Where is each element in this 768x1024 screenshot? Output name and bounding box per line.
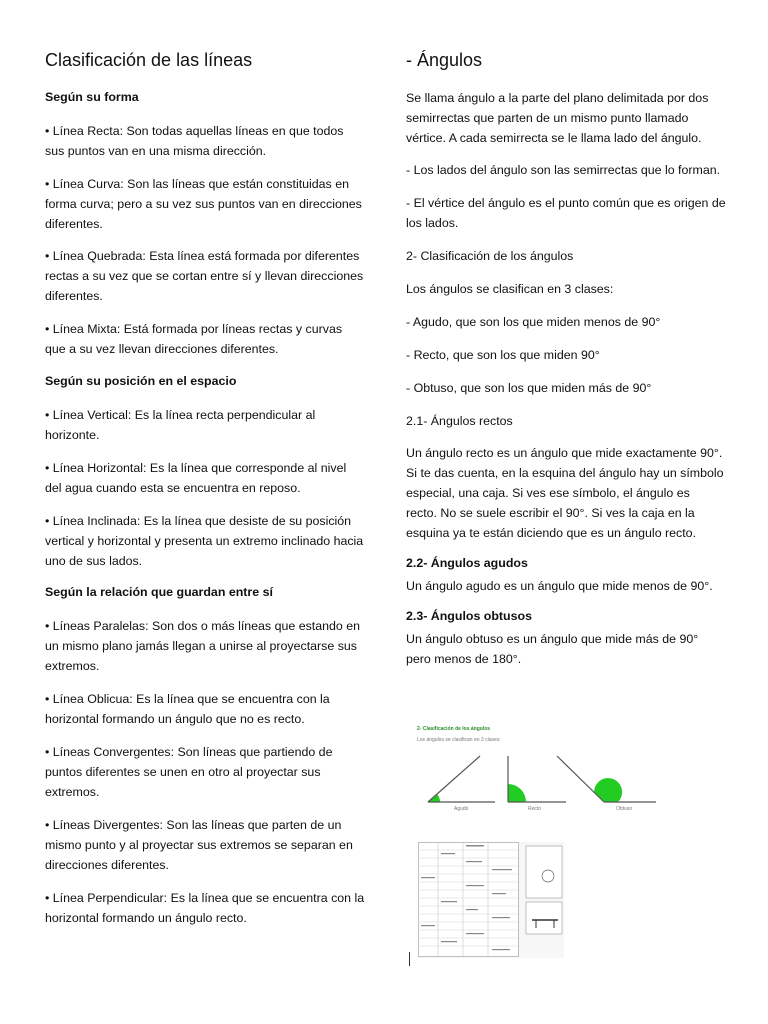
class-recto: - Recto, que son los que miden 90° bbox=[406, 348, 600, 362]
text-cursor bbox=[409, 952, 410, 966]
angle-vertex: - El vértice del ángulo es el punto común que es origen de los lados. bbox=[406, 196, 726, 230]
item-convergentes: • Líneas Convergentes: Son líneas que partiendo de puntos diferentes se unen en otro al proyectar sus extremos. bbox=[45, 745, 333, 799]
acute-angle-side bbox=[428, 756, 480, 802]
angles-title: - Ángulos bbox=[406, 50, 483, 70]
figure-title: 2- Clasificación de los ángulos bbox=[417, 726, 491, 732]
label-recto: Recto bbox=[528, 806, 542, 812]
item-oblicua: • Línea Oblicua: Es la línea que se encuentra con la horizontal formando un ángulo que no es recto. bbox=[45, 692, 330, 726]
item-curva: • Línea Curva: Son las líneas que están constituidas en forma curva; pero a su vez sus puntos van en direcciones diferentes. bbox=[45, 177, 362, 231]
item-quebrada: • Línea Quebrada: Esta línea está formada por diferentes rectas a su vez que se cortan entre sí y llevan direcciones diferentes. bbox=[45, 249, 364, 303]
item-inclinada: • Línea Inclinada: Es la línea que desiste de su posición vertical y horizontal y presenta un extremo inclinado hacia uno de sus lados. bbox=[45, 514, 364, 568]
obtuse-angle-side bbox=[557, 756, 604, 802]
agudos-title: 2.2- Ángulos agudos bbox=[406, 556, 528, 570]
item-divergentes: • Líneas Divergentes: Son las líneas que parten de un mismo punto y al proyectar sus extremos se separan en direcciones diferentes. bbox=[45, 818, 353, 872]
right-angle-fill bbox=[508, 784, 526, 802]
label-agudo: Agudo bbox=[454, 806, 469, 812]
classification-table-thumbnail bbox=[418, 842, 564, 958]
classification-title: 2- Clasificación de los ángulos bbox=[406, 249, 574, 263]
section-by-position: Según su posición en el espacio bbox=[45, 374, 237, 388]
item-recta: • Línea Recta: Son todas aquellas líneas en que todos sus puntos van en una misma dirección. bbox=[45, 124, 344, 158]
right-angle bbox=[508, 756, 566, 802]
table-thumbnail-drawing bbox=[418, 842, 564, 958]
obtusos-title: 2.3- Ángulos obtusos bbox=[406, 609, 532, 623]
angle-sides: - Los lados del ángulo son las semirrectas que lo forman. bbox=[406, 163, 721, 177]
section-by-shape: Según su forma bbox=[45, 90, 139, 104]
item-vertical: • Línea Vertical: Es la línea recta perpendicular al horizonte. bbox=[45, 408, 316, 442]
obtusos-text: Un ángulo obtuso es un ángulo que mide más de 90° pero menos de 180°. bbox=[406, 632, 699, 666]
angle-definition: Se llama ángulo a la parte del plano delimitada por dos semirrectas que parten de un mismo punto llamado vértice. A cada semirrecta se le llama lado del ángulo. bbox=[406, 91, 709, 145]
label-obtuso: Obtuso bbox=[616, 806, 633, 812]
obtuse-angle bbox=[557, 756, 656, 802]
section-by-relation: Según la relación que guardan entre sí bbox=[45, 585, 273, 599]
agudos-text: Un ángulo agudo es un ángulo que mide menos de 90°. bbox=[406, 579, 713, 593]
class-agudo: - Agudo, que son los que miden menos de 90° bbox=[406, 315, 661, 329]
classes-intro: Los ángulos se clasifican en 3 clases: bbox=[406, 282, 614, 296]
item-perpendicular: • Línea Perpendicular: Es la línea que se encuentra con la horizontal formando un ángulo recto. bbox=[45, 891, 365, 925]
lines-title: Clasificación de las líneas bbox=[45, 50, 253, 70]
item-paralelas: • Líneas Paralelas: Son dos o más líneas que estando en un mismo plano jamás llegan a unirse al proyectarse sus extremos. bbox=[45, 619, 361, 673]
acute-angle bbox=[428, 756, 495, 802]
class-obtuso: - Obtuso, que son los que miden más de 90° bbox=[406, 381, 652, 395]
item-mixta: • Línea Mixta: Está formada por líneas rectas y curvas que a su vez llevan direcciones diferentes. bbox=[45, 322, 343, 356]
angles-figure bbox=[410, 722, 662, 826]
obtuse-angle-fill bbox=[594, 778, 622, 802]
rectos-text: Un ángulo recto es un ángulo que mide exactamente 90°. Si te das cuenta, en la esquina del ángulo hay un símbolo especial, una caja. Si ves ese símbolo, el ángulo es recto. No se suele escribir el 90°. Si ves la caja en la esquina ya te están diciendo que es un ángulo recto. bbox=[406, 446, 724, 540]
item-horizontal: • Línea Horizontal: Es la línea que corresponde al nivel del agua cuando esta se encuentra en reposo. bbox=[45, 461, 347, 495]
figure-subtitle: Los ángulos se clasifican en 3 clases: bbox=[417, 737, 501, 743]
rectos-title: 2.1- Ángulos rectos bbox=[406, 414, 513, 428]
